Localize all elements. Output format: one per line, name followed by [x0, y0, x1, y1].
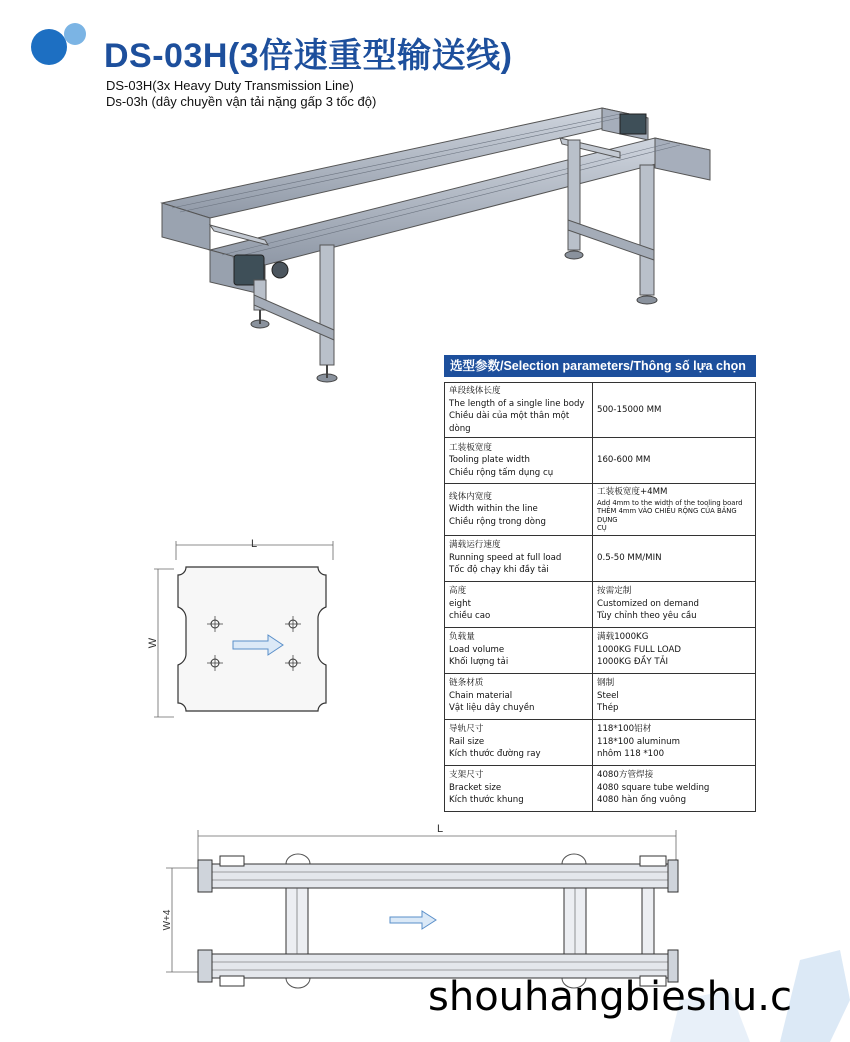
brand-logo — [22, 20, 102, 70]
param-value: 1000KG FULL LOAD — [597, 644, 682, 655]
conveyor-3d-illustration — [150, 100, 720, 390]
table-row — [445, 581, 756, 627]
param-label-cell — [445, 765, 593, 811]
param-label-vi: Vật liệu dây chuyền — [449, 703, 535, 714]
table-row — [445, 627, 756, 673]
param-value-cell — [593, 438, 756, 484]
param-label-cn: 支架尺寸 — [449, 770, 484, 781]
table-row — [445, 438, 756, 484]
front-rail-head — [655, 138, 710, 180]
param-label-vi: chiều cao — [449, 611, 491, 622]
param-value-cell — [593, 383, 756, 438]
table-heading: 选型参数/Selection parameters/Thông số lựa chọn — [444, 355, 756, 377]
end-cap-ul — [198, 860, 212, 892]
param-value: 满载1000KG — [597, 632, 649, 643]
param-label-cn: 工装板宽度 — [449, 442, 492, 453]
param-label-vi: Khối lượng tải — [449, 657, 509, 668]
table-row — [445, 535, 756, 581]
param-value: 118*100 aluminum — [597, 736, 680, 747]
param-label-vi: Kích thước đường ray — [449, 749, 541, 760]
param-label-cell — [445, 673, 593, 719]
param-value-note: Add 4mm to the width of the tooling board — [597, 498, 743, 507]
subtitle-english: DS-03H(3x Heavy Duty Transmission Line) — [106, 78, 354, 93]
param-value-cell — [593, 765, 756, 811]
param-value-note: THÊM 4mm VÀO CHIỀU RỘNG CỦA BẢNG DỤNG — [597, 507, 737, 524]
param-value-cell — [593, 627, 756, 673]
logo-big-dot — [31, 29, 67, 65]
parameter-table — [444, 382, 756, 812]
param-label-vi: Chiều rộng trong dòng — [449, 516, 546, 527]
plate-length-label: L — [250, 538, 258, 550]
motor-wheel — [272, 262, 288, 278]
param-value: nhôm 118 *100 — [597, 749, 665, 760]
param-value: 160-600 MM — [597, 455, 651, 466]
plate-outline — [178, 567, 326, 711]
param-value: 500-15000 MM — [597, 404, 662, 415]
foot-front-right — [637, 296, 657, 304]
leg-front-left — [320, 245, 334, 365]
leg-front-right — [640, 165, 654, 295]
param-label-en: Bracket size — [449, 782, 502, 793]
param-value: 4080方管焊接 — [597, 770, 654, 781]
page-title: DS-03H(3倍速重型输送线) — [104, 37, 513, 75]
param-label-en: eight — [449, 598, 471, 609]
param-label-cell — [445, 627, 593, 673]
param-value-cell — [593, 673, 756, 719]
param-value: 1000KG ĐẦY TẢI — [597, 657, 669, 668]
top-flow-arrow-icon — [390, 911, 436, 929]
param-label-cn: 负载量 — [449, 632, 475, 643]
param-label-vi: Chiều dài của một thân một dòng — [449, 411, 570, 434]
cross-bar-left — [210, 225, 268, 245]
table-row — [445, 719, 756, 765]
param-value: 4080 hàn ống vuông — [597, 795, 687, 806]
param-value-cell — [593, 581, 756, 627]
param-label-vi: Chiều rộng tấm dụng cụ — [449, 467, 554, 478]
param-value: 钢制 — [597, 678, 615, 689]
param-value: 4080 square tube welding — [597, 782, 710, 793]
param-value: 118*100铝材 — [597, 724, 652, 735]
param-label-cn: 高度 — [449, 586, 467, 597]
param-label-cell — [445, 535, 593, 581]
end-cap-ll — [198, 950, 212, 982]
param-label-cell — [445, 383, 593, 438]
subtitle-vietnamese: Ds-03h (dây chuyền vận tải nặng gấp 3 tốc độ) — [106, 94, 377, 109]
drive-unit — [620, 114, 646, 134]
tooling-plate-drawing — [140, 535, 340, 725]
table-row — [445, 484, 756, 536]
param-value: Customized on demand — [597, 598, 700, 609]
end-cap-ur — [668, 860, 678, 892]
top-width-label: W+4 — [162, 909, 173, 931]
param-value: Steel — [597, 690, 619, 701]
table-row — [445, 383, 756, 438]
conveyor-top-view-drawing — [150, 820, 690, 990]
foot-back-right — [565, 251, 583, 259]
param-label-en: Chain material — [449, 690, 513, 701]
param-label-vi: Kích thước khung — [449, 795, 524, 806]
param-label-cn: 导轨尺寸 — [449, 724, 484, 735]
param-value: 0.5-50 MM/MIN — [597, 552, 662, 563]
watermark-text: shouhangbieshu.c — [428, 974, 792, 1020]
param-label-cn: 单段线体长度 — [449, 386, 501, 396]
param-label-vi: Tốc độ chạy khi đầy tải — [449, 565, 549, 576]
param-label-en: The length of a single line body — [449, 398, 585, 409]
table-row — [445, 765, 756, 811]
param-value: Tùy chỉnh theo yêu cầu — [597, 611, 697, 622]
top-length-label: L — [436, 823, 444, 835]
param-label-en: Tooling plate width — [449, 455, 530, 466]
param-label-cell — [445, 484, 593, 536]
param-label-cn: 线体内宽度 — [449, 491, 492, 502]
param-label-cn: 链条材质 — [449, 678, 484, 689]
param-value-cell — [593, 535, 756, 581]
param-label-cell — [445, 719, 593, 765]
param-label-cn: 满载运行速度 — [449, 540, 501, 551]
param-label-cell — [445, 581, 593, 627]
param-label-en: Load volume — [449, 644, 505, 655]
param-value-note: CỤ — [597, 524, 607, 532]
param-value-cell — [593, 719, 756, 765]
top-rail-upper — [210, 864, 670, 888]
param-value: 工装板宽度+4MM — [597, 487, 668, 497]
param-value: Thép — [597, 703, 619, 714]
param-label-en: Width within the line — [449, 504, 538, 514]
param-label-en: Rail size — [449, 736, 485, 747]
table-row — [445, 673, 756, 719]
param-label-en: Running speed at full load — [449, 552, 562, 563]
param-value: 按需定制 — [597, 586, 632, 597]
logo-small-dot — [64, 23, 86, 45]
param-label-cell — [445, 438, 593, 484]
plate-width-label: W — [147, 637, 159, 649]
param-value-cell — [593, 484, 756, 536]
